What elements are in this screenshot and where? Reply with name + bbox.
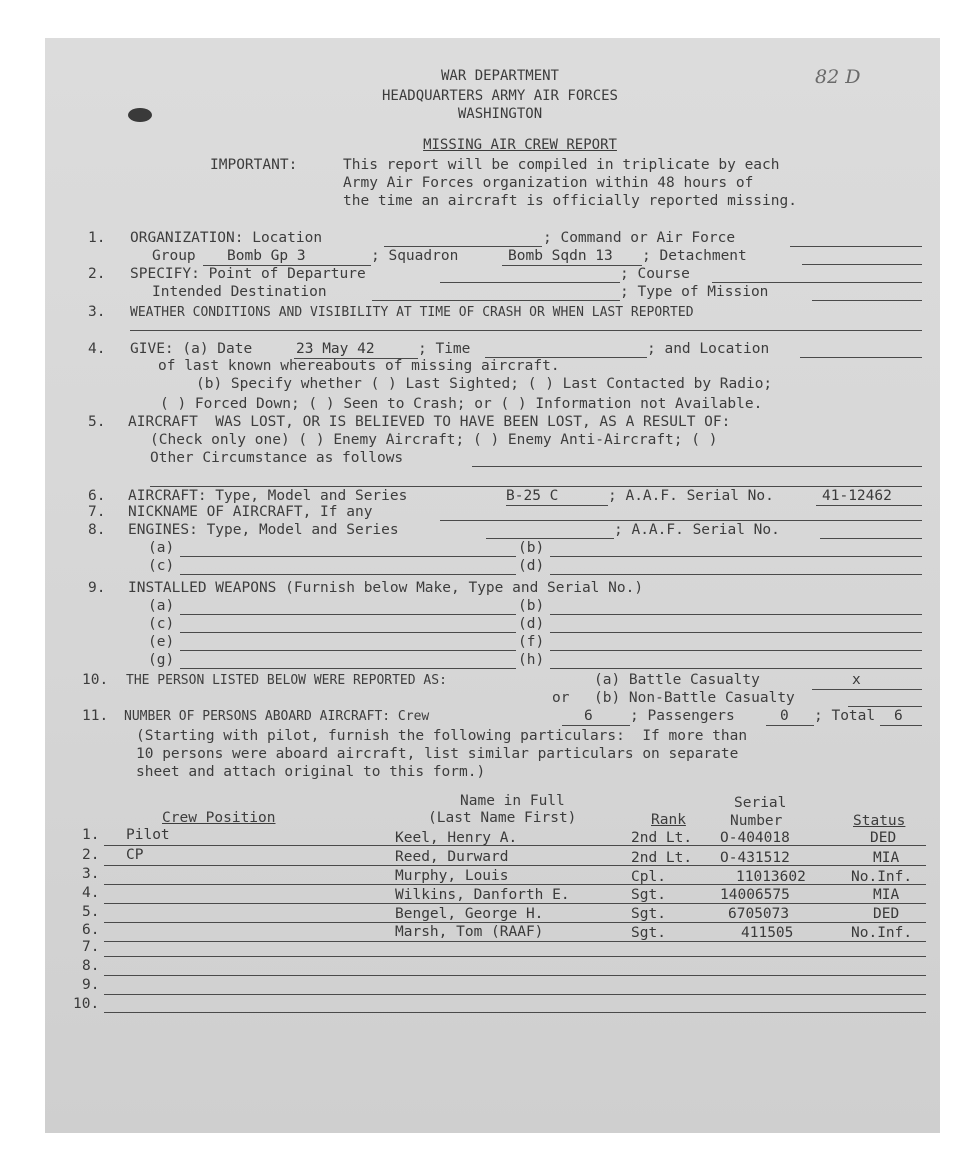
crew-serial: O-404018 (720, 830, 790, 846)
row-line (104, 922, 926, 923)
destination-field[interactable] (372, 300, 620, 301)
row-number: 10. (73, 996, 100, 1012)
give-label: GIVE: (a) Date (130, 341, 253, 357)
serial-label: ; A.A.F. Serial No. (608, 488, 774, 504)
important-label: IMPORTANT: (210, 157, 298, 173)
header-status: Status (853, 813, 906, 829)
non-battle-casualty-field[interactable] (848, 706, 922, 707)
engine-d-field[interactable] (550, 574, 922, 575)
crew-position: CP (126, 847, 144, 863)
weather-label: WEATHER CONDITIONS AND VISIBILITY AT TIME OF CRASH OR WHEN LAST REPORTED (130, 305, 694, 320)
specify-label: SPECIFY: Point of Departure (130, 266, 366, 282)
other-label: Other Circumstance as follows (150, 450, 404, 466)
header-crew-position: Crew Position (162, 810, 276, 826)
crew-status: MIA (873, 887, 900, 903)
row-number: 6. (82, 922, 100, 938)
squadron-field[interactable]: Bomb Sqdn 13 (502, 248, 642, 266)
mission-label: ; Type of Mission (620, 284, 769, 300)
row-number: 4. (82, 885, 100, 901)
crew-serial: 11013602 (736, 869, 806, 885)
crew-serial: O-431512 (720, 850, 790, 866)
date-field[interactable]: 23 May 42 (294, 341, 418, 359)
header-name-line-1: Name in Full (460, 793, 565, 809)
row-number: 8. (82, 958, 100, 974)
total-field[interactable]: 6 (880, 708, 922, 726)
weapon-b-label: (b) (518, 598, 545, 614)
row-line (104, 956, 926, 957)
engine-a-field[interactable] (180, 556, 516, 557)
row-line (104, 865, 926, 866)
persons-reported-label: THE PERSON LISTED BELOW WERE REPORTED AS: (126, 673, 447, 688)
weapon-c-label: (c) (148, 616, 175, 632)
crew-rank: Cpl. (631, 869, 666, 885)
weapon-c-field[interactable] (180, 632, 516, 633)
header-serial-line-1: Serial (734, 795, 787, 811)
crew-rank: Sgt. (631, 925, 666, 941)
crew-rank: 2nd Lt. (631, 850, 693, 866)
crew-name: Wilkins, Danforth E. (395, 887, 570, 903)
whereabouts-text: of last known whereabouts of missing aircraft. (158, 358, 560, 374)
intended-label: Intended Destination (152, 284, 327, 300)
crew-count-field[interactable]: 6 (562, 708, 630, 726)
row-number: 5. (82, 904, 100, 920)
row-number: 3. (82, 866, 100, 882)
crew-rank: 2nd Lt. (631, 830, 693, 846)
lost-line-2: (Check only one) ( ) Enemy Aircraft; ( ) Enemy Anti-Aircraft; ( ) (150, 432, 718, 448)
engine-d-label: (d) (518, 558, 545, 574)
crew-status: DED (873, 906, 900, 922)
battle-casualty-field[interactable]: x (812, 672, 922, 690)
item-number: 9. (88, 580, 106, 596)
punch-hole (128, 108, 152, 122)
organization-label: ORGANIZATION: Location (130, 230, 323, 246)
engine-b-label: (b) (518, 540, 545, 556)
handwritten-number: 82 D (815, 66, 861, 88)
row-number: 7. (82, 939, 100, 955)
weapons-label: INSTALLED WEAPONS (Furnish below Make, Type and Serial No.) (128, 580, 644, 596)
important-line-1: This report will be compiled in triplicate by each (343, 157, 780, 173)
detachment-field[interactable] (802, 264, 922, 265)
location-field[interactable] (800, 357, 922, 358)
serial-field[interactable]: 41-12462 (816, 488, 922, 506)
report-title: MISSING AIR CREW REPORT (423, 137, 617, 153)
weapon-a-field[interactable] (180, 614, 516, 615)
item-number: 11. (82, 708, 109, 724)
instructions-line-3: sheet and attach original to this form.) (136, 764, 486, 780)
header-line-3: WASHINGTON (457, 106, 543, 122)
item-number: 6. (88, 488, 106, 504)
aircraft-type-field[interactable]: B-25 C (506, 488, 608, 506)
weapon-d-label: (d) (518, 616, 545, 632)
forced-down-text: ( ) Forced Down; ( ) Seen to Crash; or ( ) Information not Available. (160, 396, 763, 412)
important-line-3: the time an aircraft is officially reported missing. (343, 193, 797, 209)
weapon-g-label: (g) (148, 652, 175, 668)
passengers-label: ; Passengers (630, 708, 735, 724)
item-number: 4. (88, 341, 106, 357)
crew-serial: 14006575 (720, 887, 790, 903)
group-field[interactable]: Bomb Gp 3 (203, 248, 371, 266)
item-number: 3. (88, 304, 106, 320)
weather-field[interactable] (130, 330, 922, 331)
row-number: 9. (82, 977, 100, 993)
lost-line-1: AIRCRAFT WAS LOST, OR IS BELIEVED TO HAVE BEEN LOST, AS A RESULT OF: (128, 414, 731, 430)
other-field[interactable] (472, 466, 922, 467)
row-line (104, 845, 926, 846)
crew-name: Murphy, Louis (395, 868, 509, 884)
crew-name: Marsh, Tom (RAAF) (395, 924, 544, 940)
weapon-e-field[interactable] (180, 650, 516, 651)
header-line-1: WAR DEPARTMENT (440, 68, 559, 84)
command-field[interactable] (790, 246, 922, 247)
weapon-g-field[interactable] (180, 668, 516, 669)
crew-serial: 6705073 (728, 906, 790, 922)
row-line (104, 903, 926, 904)
crew-rank: Sgt. (631, 887, 666, 903)
engine-c-label: (c) (148, 558, 175, 574)
course-field[interactable] (712, 282, 922, 283)
total-label: ; Total (814, 708, 876, 724)
weapon-f-field[interactable] (550, 650, 922, 651)
row-line (104, 941, 926, 942)
instructions-line-2: 10 persons were aboard aircraft, list similar particulars on separate (136, 746, 739, 762)
crew-name: Keel, Henry A. (395, 830, 518, 846)
row-line (104, 975, 926, 976)
item-number: 1. (88, 230, 106, 246)
weapon-f-label: (f) (518, 634, 545, 650)
header-serial-line-2: Number (730, 813, 783, 829)
item-number: 7. (88, 504, 106, 520)
crew-status: No.Inf. (851, 869, 913, 885)
item-number: 2. (88, 266, 106, 282)
battle-casualty-label: (a) Battle Casualty (594, 672, 760, 688)
nickname-field[interactable] (440, 520, 922, 521)
departure-field[interactable] (440, 282, 620, 283)
engine-serial-field[interactable] (820, 538, 922, 539)
persons-aboard-label: NUMBER OF PERSONS ABOARD AIRCRAFT: Crew (124, 709, 430, 724)
header-rank: Rank (651, 812, 686, 828)
command-label: ; Command or Air Force (543, 230, 736, 246)
crew-status: MIA (873, 850, 900, 866)
row-number: 2. (82, 847, 100, 863)
engine-a-label: (a) (148, 540, 175, 556)
location-label: ; and Location (647, 341, 770, 357)
item-number: 5. (88, 414, 106, 430)
nickname-label: NICKNAME OF AIRCRAFT, If any (128, 504, 373, 520)
crew-serial: 411505 (741, 925, 794, 941)
crew-status: DED (870, 830, 897, 846)
row-line (104, 1012, 926, 1013)
mission-field[interactable] (812, 300, 922, 301)
item-number: 10. (82, 672, 109, 688)
engines-label: ENGINES: Type, Model and Series (128, 522, 399, 538)
row-number: 1. (82, 827, 100, 843)
non-battle-casualty-label: (b) Non-Battle Casualty (594, 690, 795, 706)
row-line (104, 884, 926, 885)
passengers-field[interactable]: 0 (766, 708, 814, 726)
important-line-2: Army Air Forces organization within 48 hours of (343, 175, 754, 191)
group-label: Group (152, 248, 196, 264)
specify-b-text: (b) Specify whether ( ) Last Sighted; ( ) Last Contacted by Radio; (196, 376, 773, 392)
crew-name: Bengel, George H. (395, 906, 544, 922)
aircraft-label: AIRCRAFT: Type, Model and Series (128, 488, 408, 504)
location-field[interactable] (384, 246, 542, 247)
crew-name: Reed, Durward (395, 849, 509, 865)
header-name-line-2: (Last Name First) (428, 810, 577, 826)
weapon-h-field[interactable] (550, 668, 922, 669)
instructions-line-1: (Starting with pilot, furnish the following particulars: If more than (136, 728, 748, 744)
crew-rank: Sgt. (631, 906, 666, 922)
weapon-e-label: (e) (148, 634, 175, 650)
weapon-h-label: (h) (518, 652, 545, 668)
engine-serial-label: ; A.A.F. Serial No. (614, 522, 780, 538)
weapon-a-label: (a) (148, 598, 175, 614)
course-label: ; Course (620, 266, 690, 282)
item-number: 8. (88, 522, 106, 538)
time-label: ; Time (418, 341, 471, 357)
crew-status: No.Inf. (851, 925, 913, 941)
crew-position: Pilot (126, 827, 170, 843)
engine-c-field[interactable] (180, 574, 516, 575)
weapon-b-field[interactable] (550, 614, 922, 615)
engine-type-field[interactable] (486, 538, 614, 539)
detachment-label: ; Detachment (642, 248, 747, 264)
engine-b-field[interactable] (550, 556, 922, 557)
squadron-label: ; Squadron (371, 248, 459, 264)
row-line (104, 994, 926, 995)
weapon-d-field[interactable] (550, 632, 922, 633)
other-field-2[interactable] (150, 486, 922, 487)
header-line-2: HEADQUARTERS ARMY AIR FORCES (381, 88, 618, 104)
or-label: or (552, 690, 570, 706)
